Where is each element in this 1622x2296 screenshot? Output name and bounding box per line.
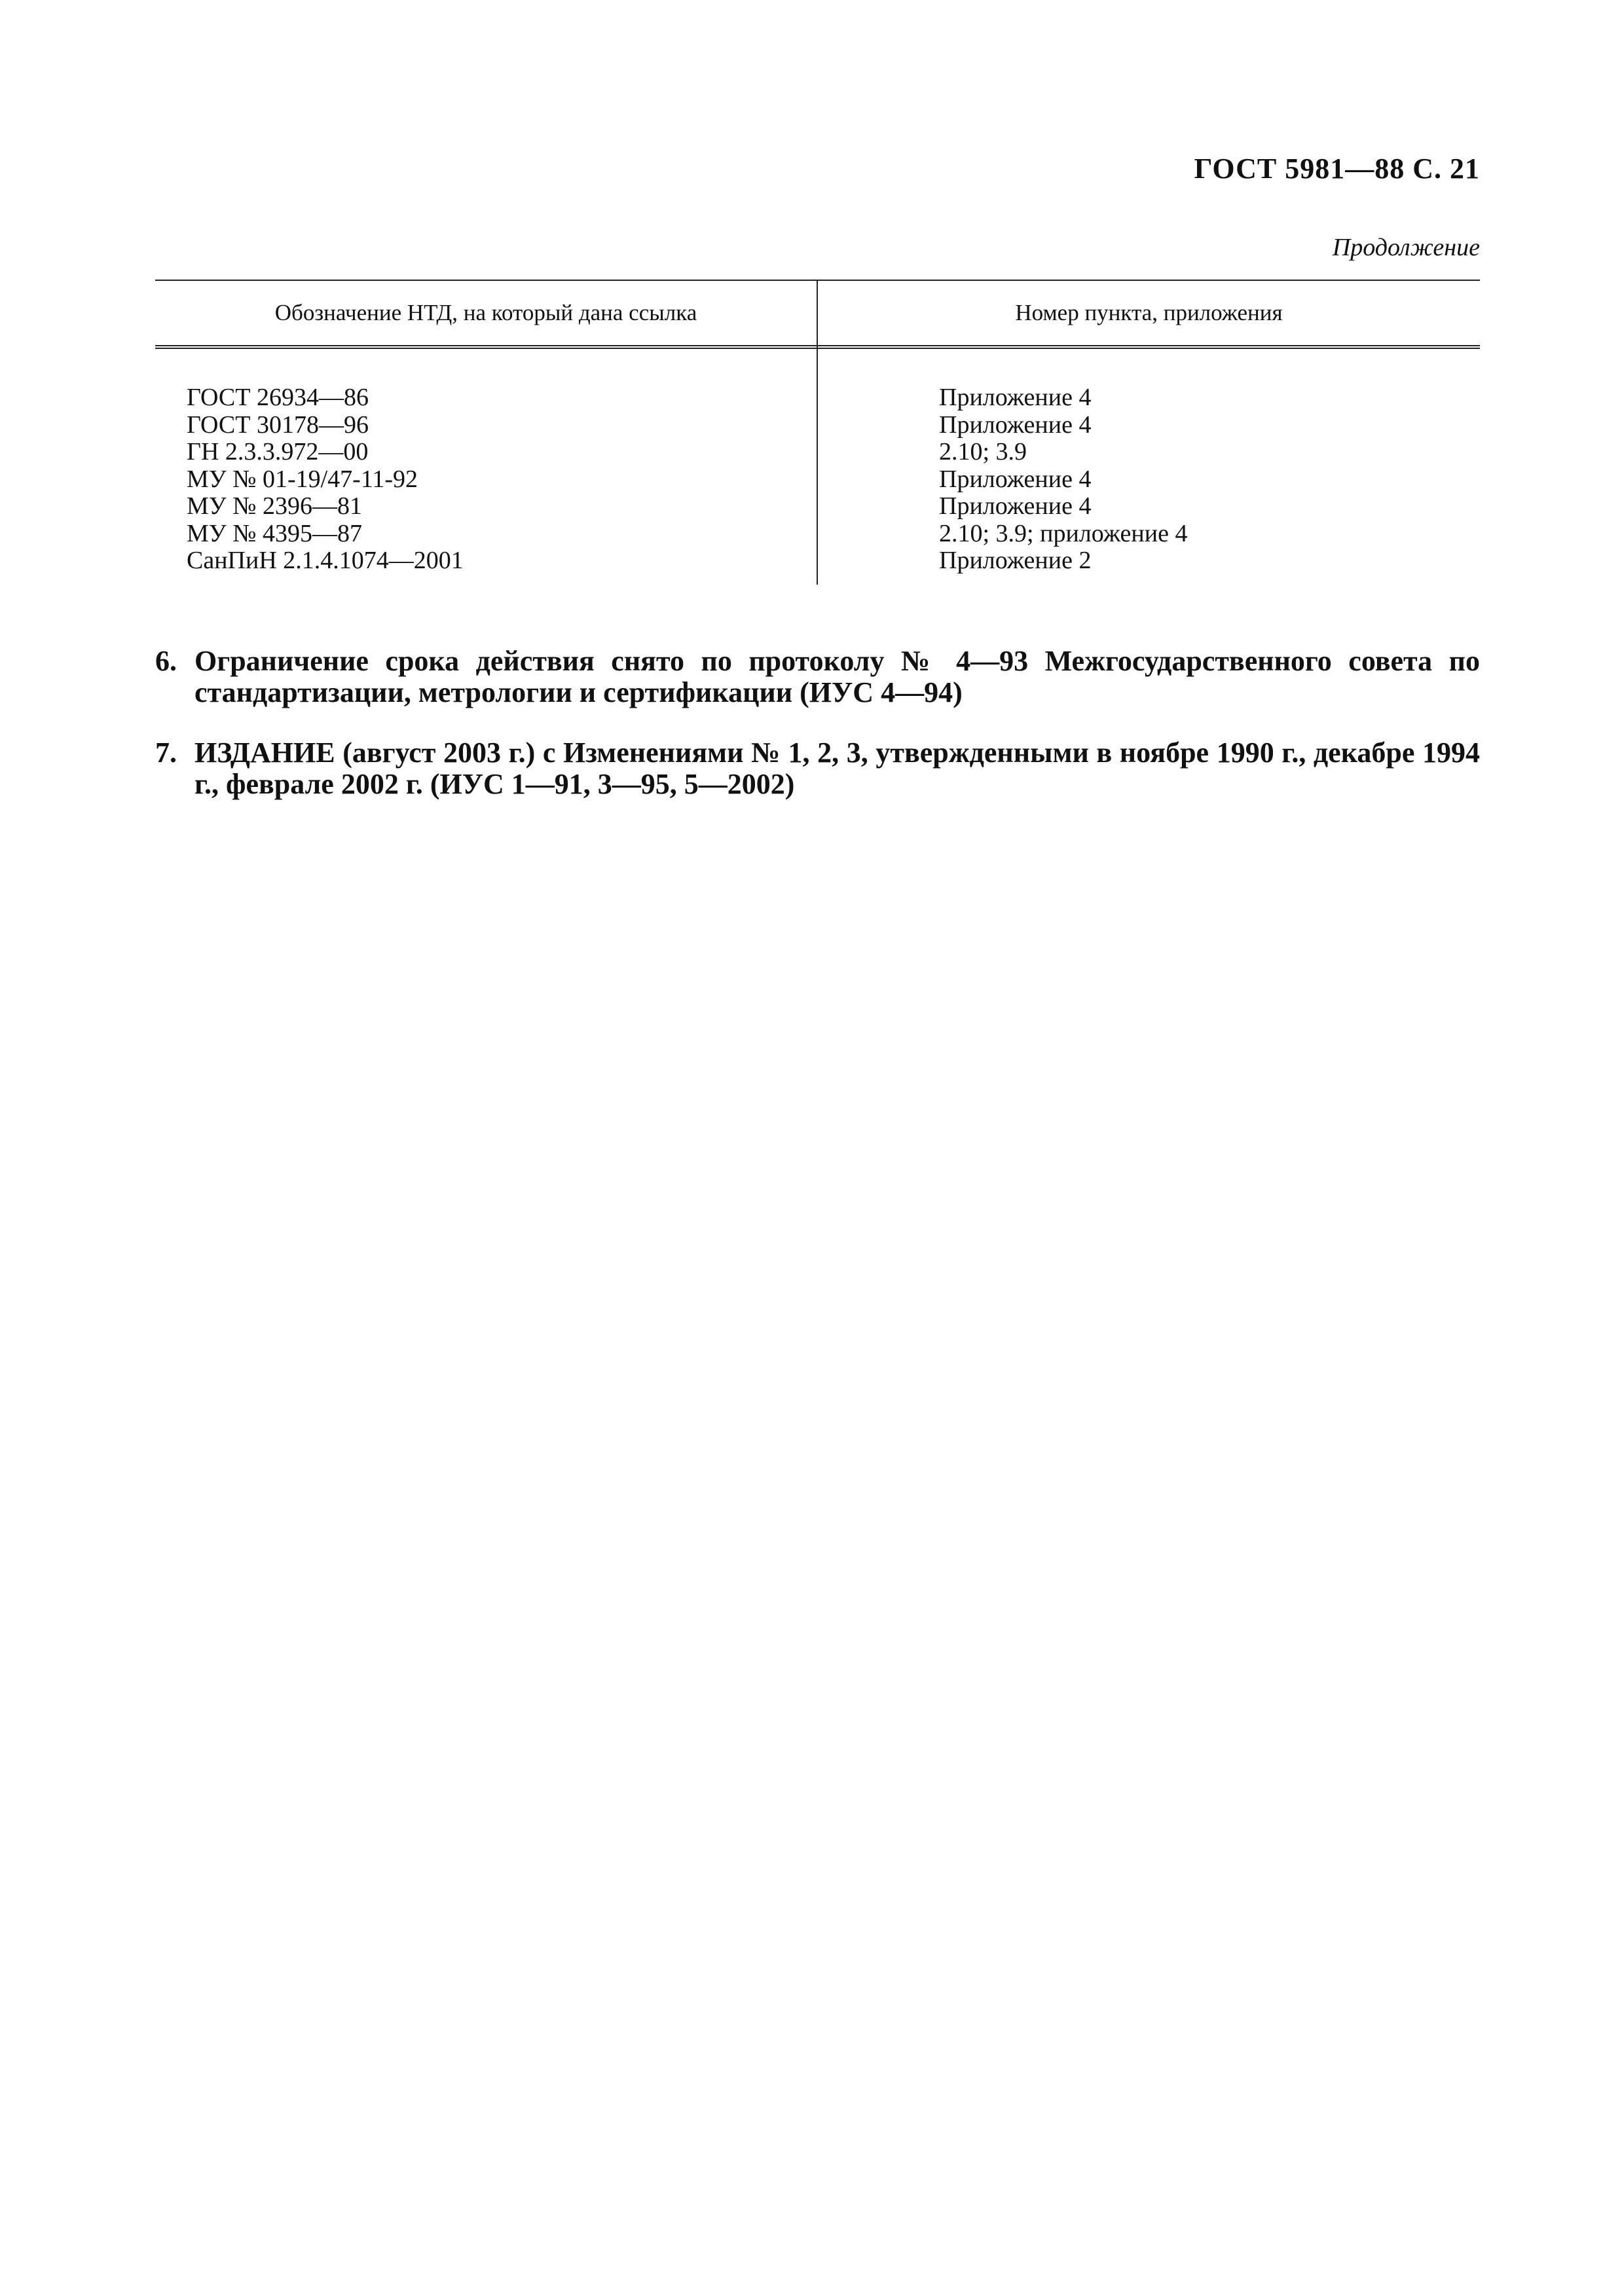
- continuation-label: Продолжение: [1332, 234, 1480, 261]
- column-header-designation: Обозначение НТД, на который дана ссылка: [274, 300, 697, 325]
- note-text: ИЗДАНИЕ (август 2003 г.) с Изменениями № 1, 2, 3, утвержденными в ноябре 1990 г., декабре 1994 г., феврале 2002 г. (ИУС 1—91, 3—95, 5—2002): [194, 737, 1480, 800]
- clause-cell: 2.10; 3.9; приложение 4: [939, 519, 1188, 547]
- table-row: [155, 439, 1480, 466]
- table-row: [155, 412, 1480, 439]
- clause-cell: Приложение 4: [939, 410, 1092, 439]
- note-number: 6.: [155, 645, 177, 677]
- page-header: ГОСТ 5981—88 С. 21: [1194, 153, 1480, 185]
- clause-cell: Приложение 4: [939, 465, 1092, 493]
- designation-cell: ГН 2.3.3.972—00: [187, 438, 369, 465]
- designation-cell: СанПиН 2.1.4.1074—2001: [187, 547, 464, 574]
- table-body: [155, 384, 1480, 575]
- designation-cell: МУ № 2396—81: [187, 492, 362, 520]
- table-row: [155, 384, 1480, 412]
- designation-cell: ГОСТ 30178—96: [187, 410, 369, 439]
- table-row: [155, 520, 1480, 548]
- column-header-clause: Номер пункта, приложения: [1015, 300, 1283, 325]
- table-row: [155, 466, 1480, 494]
- clause-cell: Приложение 4: [939, 384, 1092, 411]
- table-row: [155, 547, 1480, 575]
- clause-cell: Приложение 2: [939, 547, 1092, 574]
- note-text: Ограничение срока действия снято по протоколу № 4—93 Межгосударственного совета по стандартизации, метрологии и сертификации (ИУС 4—94): [194, 645, 1480, 708]
- designation-cell: МУ № 01-19/47-11-92: [187, 465, 418, 493]
- table-row: [155, 493, 1480, 520]
- clause-cell: Приложение 4: [939, 492, 1092, 520]
- note-number: 7.: [155, 737, 177, 769]
- clause-cell: 2.10; 3.9: [939, 438, 1027, 465]
- note-item: [155, 646, 1480, 708]
- designation-cell: МУ № 4395—87: [187, 519, 362, 547]
- designation-cell: ГОСТ 26934—86: [187, 384, 369, 411]
- note-item: [155, 737, 1480, 800]
